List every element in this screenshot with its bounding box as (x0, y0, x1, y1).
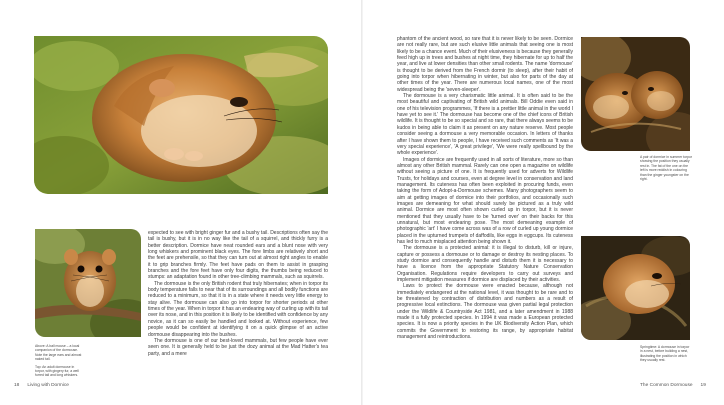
caption: Top: An adult dormouse in torpor, with gingery fur, a well furred tail and long whiskers. (35, 364, 79, 378)
paragraph: phantom of the ancient wood, so rare that it is never likely to be seen. Dormice are not really rare, but are such elusive little animals that seeing one is most likely to be a chance event. Much of their elusiveness is because they generally feed high up in trees and bushes at night time, they hibernate for up to half the year, and live at lower densities than other small rodents. The name 'dormouse' is thought to be derived from the French dormir (to sleep), after their habit of going into torpor when hibernating in winter, but also for parts of the day at other times of the year. There are numerous local names, one of the most widespread being the 'seven-sleeper'. (397, 36, 573, 93)
right-page-text-column (397, 36, 573, 378)
paragraph: The dormouse is the only British rodent that truly hibernates; when in torpor its body temperature falls to near that of its surroundings and all bodily functions are reduced to a minimum, so that it is in a state where it needs very little energy to stay alive. The dormouse can also go into torpor for shorter periods at other times of the year. When in torpor it has an endearing way of curling up with its tail over its nose, and in this position it is likely to be identified with confidence by any novice, as it can so easily be handled and looked at. Without experience, few people would be confident at identifying it on a quick glimpse of an active dormouse disappearing into the bushes. (148, 280, 328, 338)
paragraph: expected to see with bright ginger fur and a bushy tail. Descriptions often say the tail is bushy, but it is in no way like the tail of a squirrel, and thickly furry is a better description. Dormice have neat rounded ears and a blunt nose with very long whiskers and prominent black eyes. The fore limbs are relatively short and the feet are prehensile, so that they can turn out at almost right angles to enable it to grip branches firmly. The feet have pads on them to assist in grasping branches and the fore feet have only four digits, the thumbs being reduced to stumps: an adaptation found in other tree-climbing mammals, such as squirrels. (148, 230, 328, 281)
paragraph: Images of dormice are frequently used in all sorts of literature, more so than almost any other British mammal. Rarely can one open a magazine on wildlife without seeing a picture of one. It is frequently used for adverts for Wildlife Trusts, for holidays and courses, even at degree level in conservation and land management. Its cuteness has often been exploited in procuring funds, even taking the form of Adopt-a-Dormouse schemes. Many photographers seem to aim at getting images of dormice into their portfolios, and occasionally such images are demeaning for what should surely be pictured as a truly wild animal. Dormice are most often shown curled up in torpor, but it is never mentioned that they usually have to be 'turned over' on their backs for this unnatural, but most endearing pose. The most demeaning example of photographic 'art' I have come across was of a row of curled up young dormice placed in the upturned trumpets of daffodils, like eggs in eggcups. Its cuteness has led to much misplaced attention being shown it. (397, 156, 573, 245)
left-page-text-column (148, 230, 328, 386)
photo-dormice-pair (581, 37, 690, 151)
left-page-captions (35, 344, 83, 381)
running-title: The Common Dormouse (640, 383, 693, 388)
paragraph: The dormouse is a protected animal: it is illegal to disturb, kill or injure, capture or possess a dormouse or to damage or destroy its nesting places. To study dormice and consequently handle and disturb them it is necessary to have a licence from the appropriate Statutory Nature Conservation Organisation. Regulations require developers to carry out surveys and implement mitigation measures if dormice are displaced by their activities. (397, 245, 573, 284)
paragraph: The dormouse is a very charismatic little animal. It is often said to be the most beautiful and captivating of British wild animals. Bill Oddie even said in one of his television programmes, 'If there is a prettier little animal in the world I have yet to see it.' The dormouse has become one of the chief icons of British wildlife. It is thought to be so special and so rare, that there always seems to be kudos in being able to claim it as present on any nature reserve. Most people consider seeing a dormouse a very memorable occasion. In letters of thanks after I have shown them to people, I have received such comments as 'It was a very special experience', 'A great privilege', 'We were really spellbound by the whole experience'. (397, 93, 573, 157)
photo-dormouse-nest (581, 236, 690, 340)
page-number: 18 (14, 383, 20, 388)
page-number: 19 (700, 383, 706, 388)
caption: Springtime: A dormouse in torpor in a nest, before building a nest, illustrating the position in which they usually rest. (640, 345, 690, 363)
caption: A pair of dormice in summer torpor showing the position they usually rest in. The fat of the one on the left is more reddish in colouring than the ginger youngster on the right. (640, 155, 693, 182)
photo-dormouse-branch (35, 229, 141, 337)
running-title: Living with Dormice (27, 383, 69, 388)
book-gutter (361, 0, 363, 405)
photo-dormouse-torpor-large (34, 36, 328, 194)
left-page-folio (14, 383, 69, 388)
right-page-folio (640, 383, 706, 388)
paragraph: Laws to protect the dormouse were enacted because, although not immediately endangered at the national level, it was thought to be rare and to be threatened by contraction of distribution and numbers as a result of progressive local extinctions. The dormouse was given partial legal protection under the Wildlife & Countryside Act 1981, and a later amendment in 1988 made it a fully protected species. In 1994 it was made a European protected species. It is now a priority species in the UK Biodiversity Action Plan, which commits the Government to restoring its range, by appropriate habitat management and reintroductions. (397, 283, 573, 341)
paragraph: The dormouse is one of our best-loved mammals, but few people have ever seen one. It is generally held to be just the dozy animal at the Mad Hatter's tea party, and a mere (148, 337, 328, 357)
caption: Above: A ball mouse – a local companion of the dormouse. Note the large ears and almost naked tail. (35, 344, 82, 362)
caption-bottom-right (640, 345, 692, 366)
caption-top-right (640, 155, 692, 184)
